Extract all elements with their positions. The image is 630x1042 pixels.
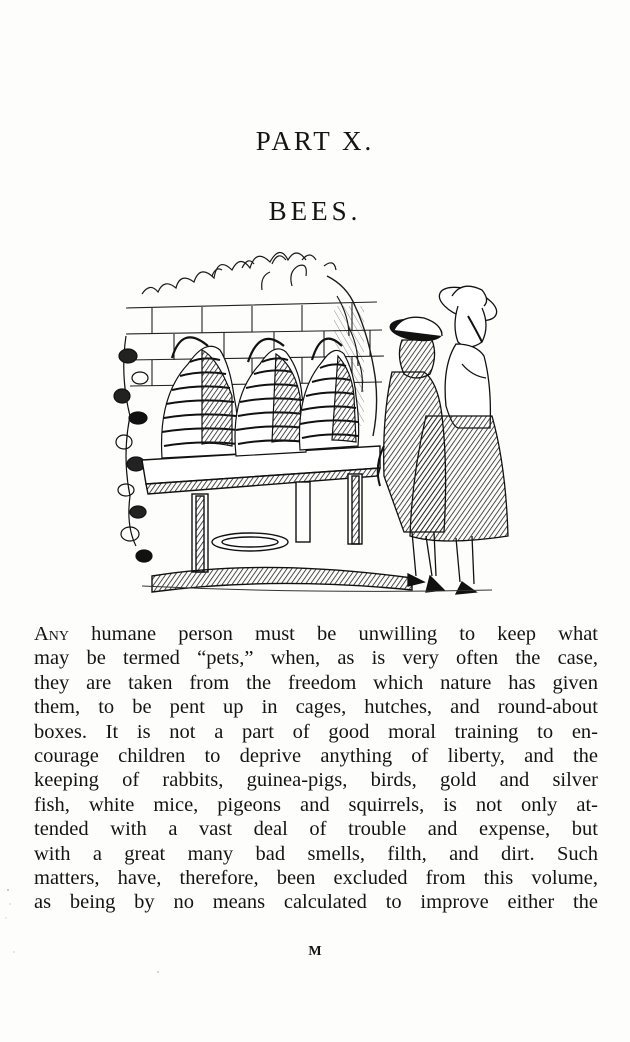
part-heading: PART X.	[255, 126, 375, 156]
body-line: as being by no means calculated to improve either the	[34, 891, 598, 914]
section-heading: BEES.	[268, 196, 362, 226]
body-line: keeping of rabbits, guinea-pigs, birds, gold and silver	[34, 769, 598, 792]
body-line: they are taken from the freedom which nature has given	[34, 671, 598, 694]
body-line: tended with a vast deal of trouble and expense, but	[34, 818, 598, 841]
body-line: them, to be pent up in cages, hutches, and round-about	[34, 696, 598, 719]
drop-word: Any	[34, 623, 70, 645]
body-line: may be termed “pets,” when, as is very often the case,	[34, 647, 598, 670]
body-line: boxes. It is not a part of good moral training to en-	[34, 720, 598, 743]
body-line: fish, white mice, pigeons and squirrels, is not only at-	[34, 793, 598, 816]
body-line: matters, have, therefore, been excluded from this volume,	[34, 866, 598, 889]
signature-mark: M	[308, 944, 322, 959]
body-line: Any humane person must be unwilling to keep what	[34, 623, 598, 645]
body-line: courage children to deprive anything of liberty, and the	[34, 744, 598, 767]
body-line: with a great many bad smells, filth, and dirt. Such	[34, 842, 598, 865]
